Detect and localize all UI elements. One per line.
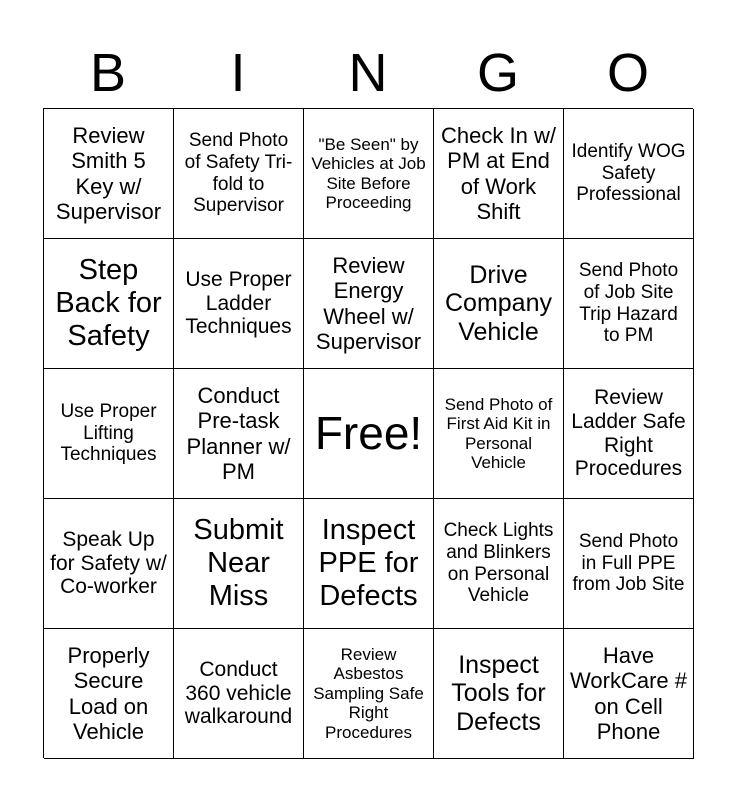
bingo-cell[interactable] (564, 109, 694, 239)
bingo-cell[interactable] (304, 239, 434, 369)
cell-text: Have WorkCare # on Cell Phone (570, 643, 687, 744)
bingo-cell[interactable] (174, 499, 304, 629)
bingo-cell[interactable] (434, 629, 564, 759)
bingo-cell[interactable] (174, 239, 304, 369)
cell-text: Send Photo of First Aid Kit in Personal Vehicle (444, 394, 553, 472)
cell-text: Send Photo in Full PPE from Job Site (572, 531, 685, 596)
cell-text: Check In w/ PM at End of Work Shift (441, 123, 556, 224)
bingo-cell[interactable] (434, 369, 564, 499)
bingo-header (43, 38, 693, 108)
bingo-cell[interactable] (44, 629, 174, 759)
cell-text: Drive Company Vehicle (445, 260, 552, 346)
header-letter-g: G (476, 43, 519, 103)
free-space-text: Free! (314, 407, 423, 460)
bingo-cell[interactable] (304, 499, 434, 629)
bingo-cell[interactable] (304, 629, 434, 759)
cell-text: Review Asbestos Sampling Safe Right Procedures (313, 645, 424, 742)
cell-text: Use Proper Lifting Techniques (60, 401, 157, 466)
cell-text: Use Proper Ladder Techniques (185, 267, 292, 339)
bingo-cell[interactable] (564, 239, 694, 369)
cell-text: Submit Near Miss (193, 513, 284, 613)
bingo-cell[interactable] (44, 499, 174, 629)
bingo-cell[interactable] (434, 499, 564, 629)
cell-text: Conduct 360 vehicle walkaround (184, 657, 293, 729)
cell-text: Check Lights and Blinkers on Personal Vehicle (443, 520, 554, 607)
cell-text: Step Back for Safety (55, 253, 162, 353)
bingo-cell[interactable] (434, 239, 564, 369)
cell-text: Review Smith 5 Key w/ Supervisor (55, 123, 162, 224)
cell-text: "Be Seen" by Vehicles at Job Site Before Proceeding (311, 134, 426, 212)
bingo-cell[interactable] (564, 369, 694, 499)
header-letter-b: B (89, 43, 127, 103)
header-letter-n: N (348, 43, 388, 103)
bingo-cell[interactable] (174, 369, 304, 499)
cell-text: Review Ladder Safe Right Procedures (571, 385, 686, 481)
bingo-cell[interactable] (564, 629, 694, 759)
cell-text: Send Photo of Safety Tri-fold to Supervisor (184, 130, 293, 217)
bingo-cell[interactable] (174, 109, 304, 239)
cell-text: Review Energy Wheel w/ Supervisor (315, 253, 422, 354)
bingo-cell[interactable] (44, 239, 174, 369)
cell-text: Send Photo of Job Site Trip Hazard to PM (578, 260, 679, 347)
cell-text: Inspect PPE for Defects (318, 513, 419, 613)
cell-text: Inspect Tools for Defects (451, 650, 546, 736)
cell-text: Speak Up for Safety w/ Co-worker (50, 527, 167, 599)
bingo-cell[interactable] (564, 499, 694, 629)
bingo-cell[interactable] (434, 109, 564, 239)
bingo-cell[interactable] (44, 109, 174, 239)
cell-text: Identify WOG Safety Professional (571, 141, 686, 206)
bingo-cell[interactable] (304, 109, 434, 239)
free-space-cell[interactable] (304, 369, 434, 499)
bingo-cell[interactable] (44, 369, 174, 499)
cell-text: Properly Secure Load on Vehicle (67, 643, 150, 744)
bingo-board (43, 108, 693, 758)
cell-text: Conduct Pre-task Planner w/ PM (186, 383, 291, 484)
header-letter-o: O (606, 43, 649, 103)
bingo-cell[interactable] (174, 629, 304, 759)
header-letter-i: I (230, 43, 246, 103)
